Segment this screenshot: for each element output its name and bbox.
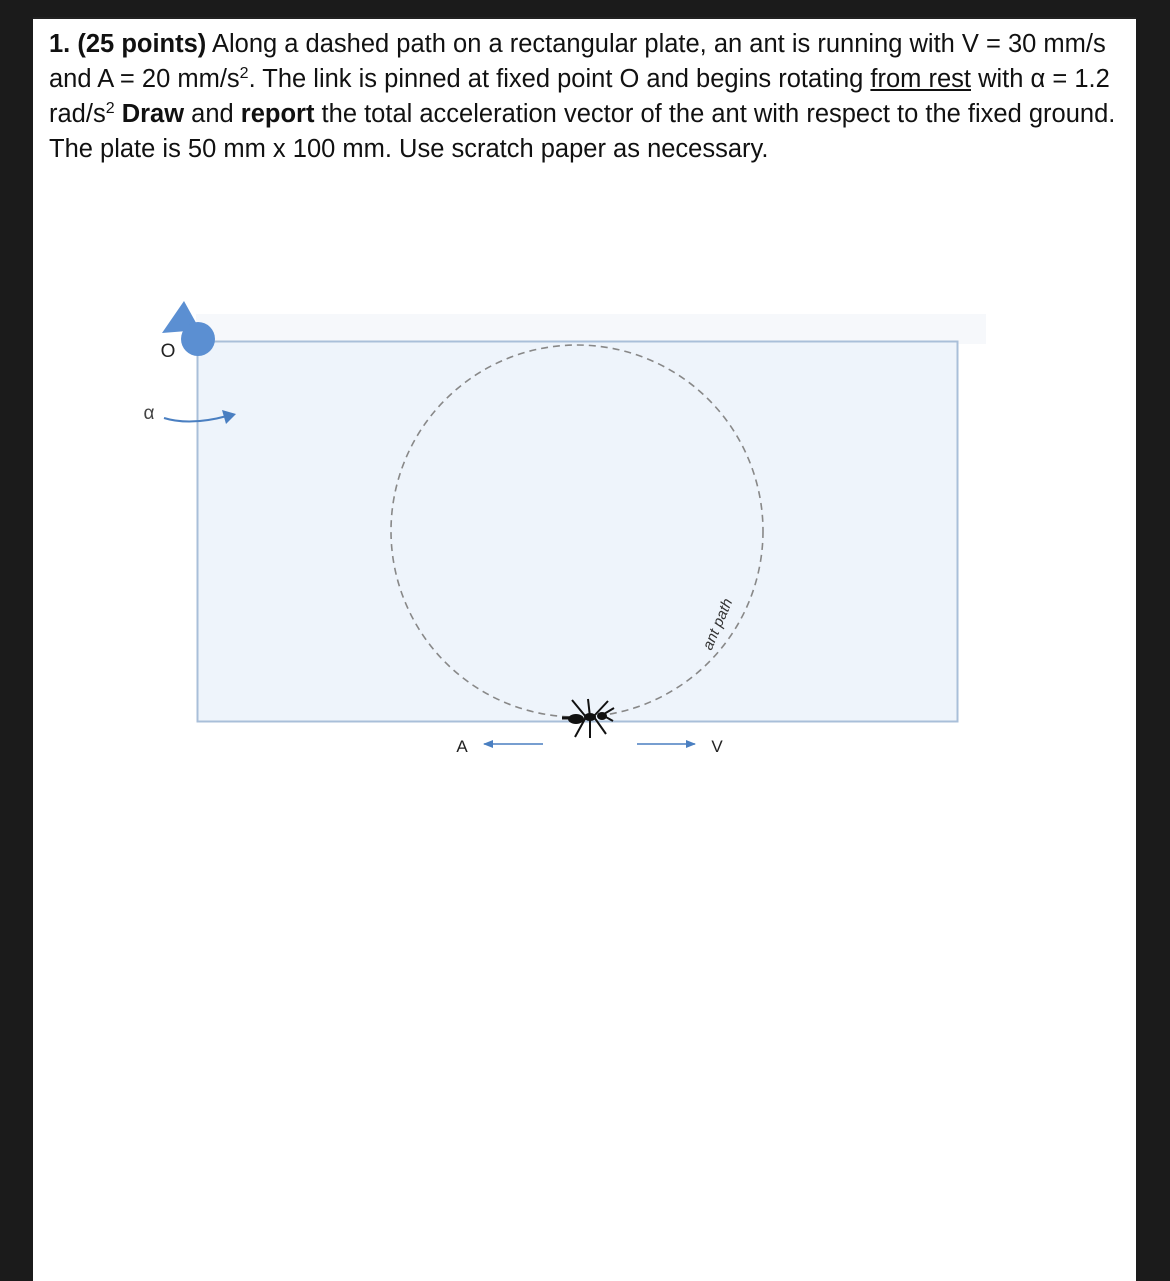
pivot-pin-icon	[181, 322, 215, 356]
alpha-label: α	[143, 403, 155, 424]
superscript-2: 2	[105, 100, 115, 117]
underlined-from-rest: from rest	[870, 65, 971, 93]
bold-report: report	[240, 100, 315, 128]
problem-number: 1.	[49, 30, 71, 58]
problem-points: (25 points)	[77, 30, 207, 58]
superscript-1: 2	[239, 65, 249, 82]
ant-path-label: ant path	[699, 595, 737, 653]
rectangular-plate	[198, 342, 958, 722]
pivot-label-O: O	[160, 341, 176, 362]
plate-shadow	[196, 314, 986, 344]
problem-text-6: the total acceleration vector of the ant with respect to the fixed ground. The plate is 50 mm x 100 mm. Use scratch paper as necessary.	[49, 100, 1116, 163]
problem-text-1: Along a dashed path on a rectangular plate, an ant is running with V = 30 mm/s and A = 20 mm/s	[49, 30, 1106, 93]
problem-text-3: with α = 1.2 rad/s	[49, 65, 1110, 128]
problem-text-5: and	[184, 100, 241, 128]
problem-text-2: . The link is pinned at fixed point O and begins rotating	[248, 65, 871, 93]
velocity-label: V	[711, 737, 723, 756]
bold-draw: Draw	[121, 100, 185, 128]
acceleration-label: A	[456, 737, 468, 756]
